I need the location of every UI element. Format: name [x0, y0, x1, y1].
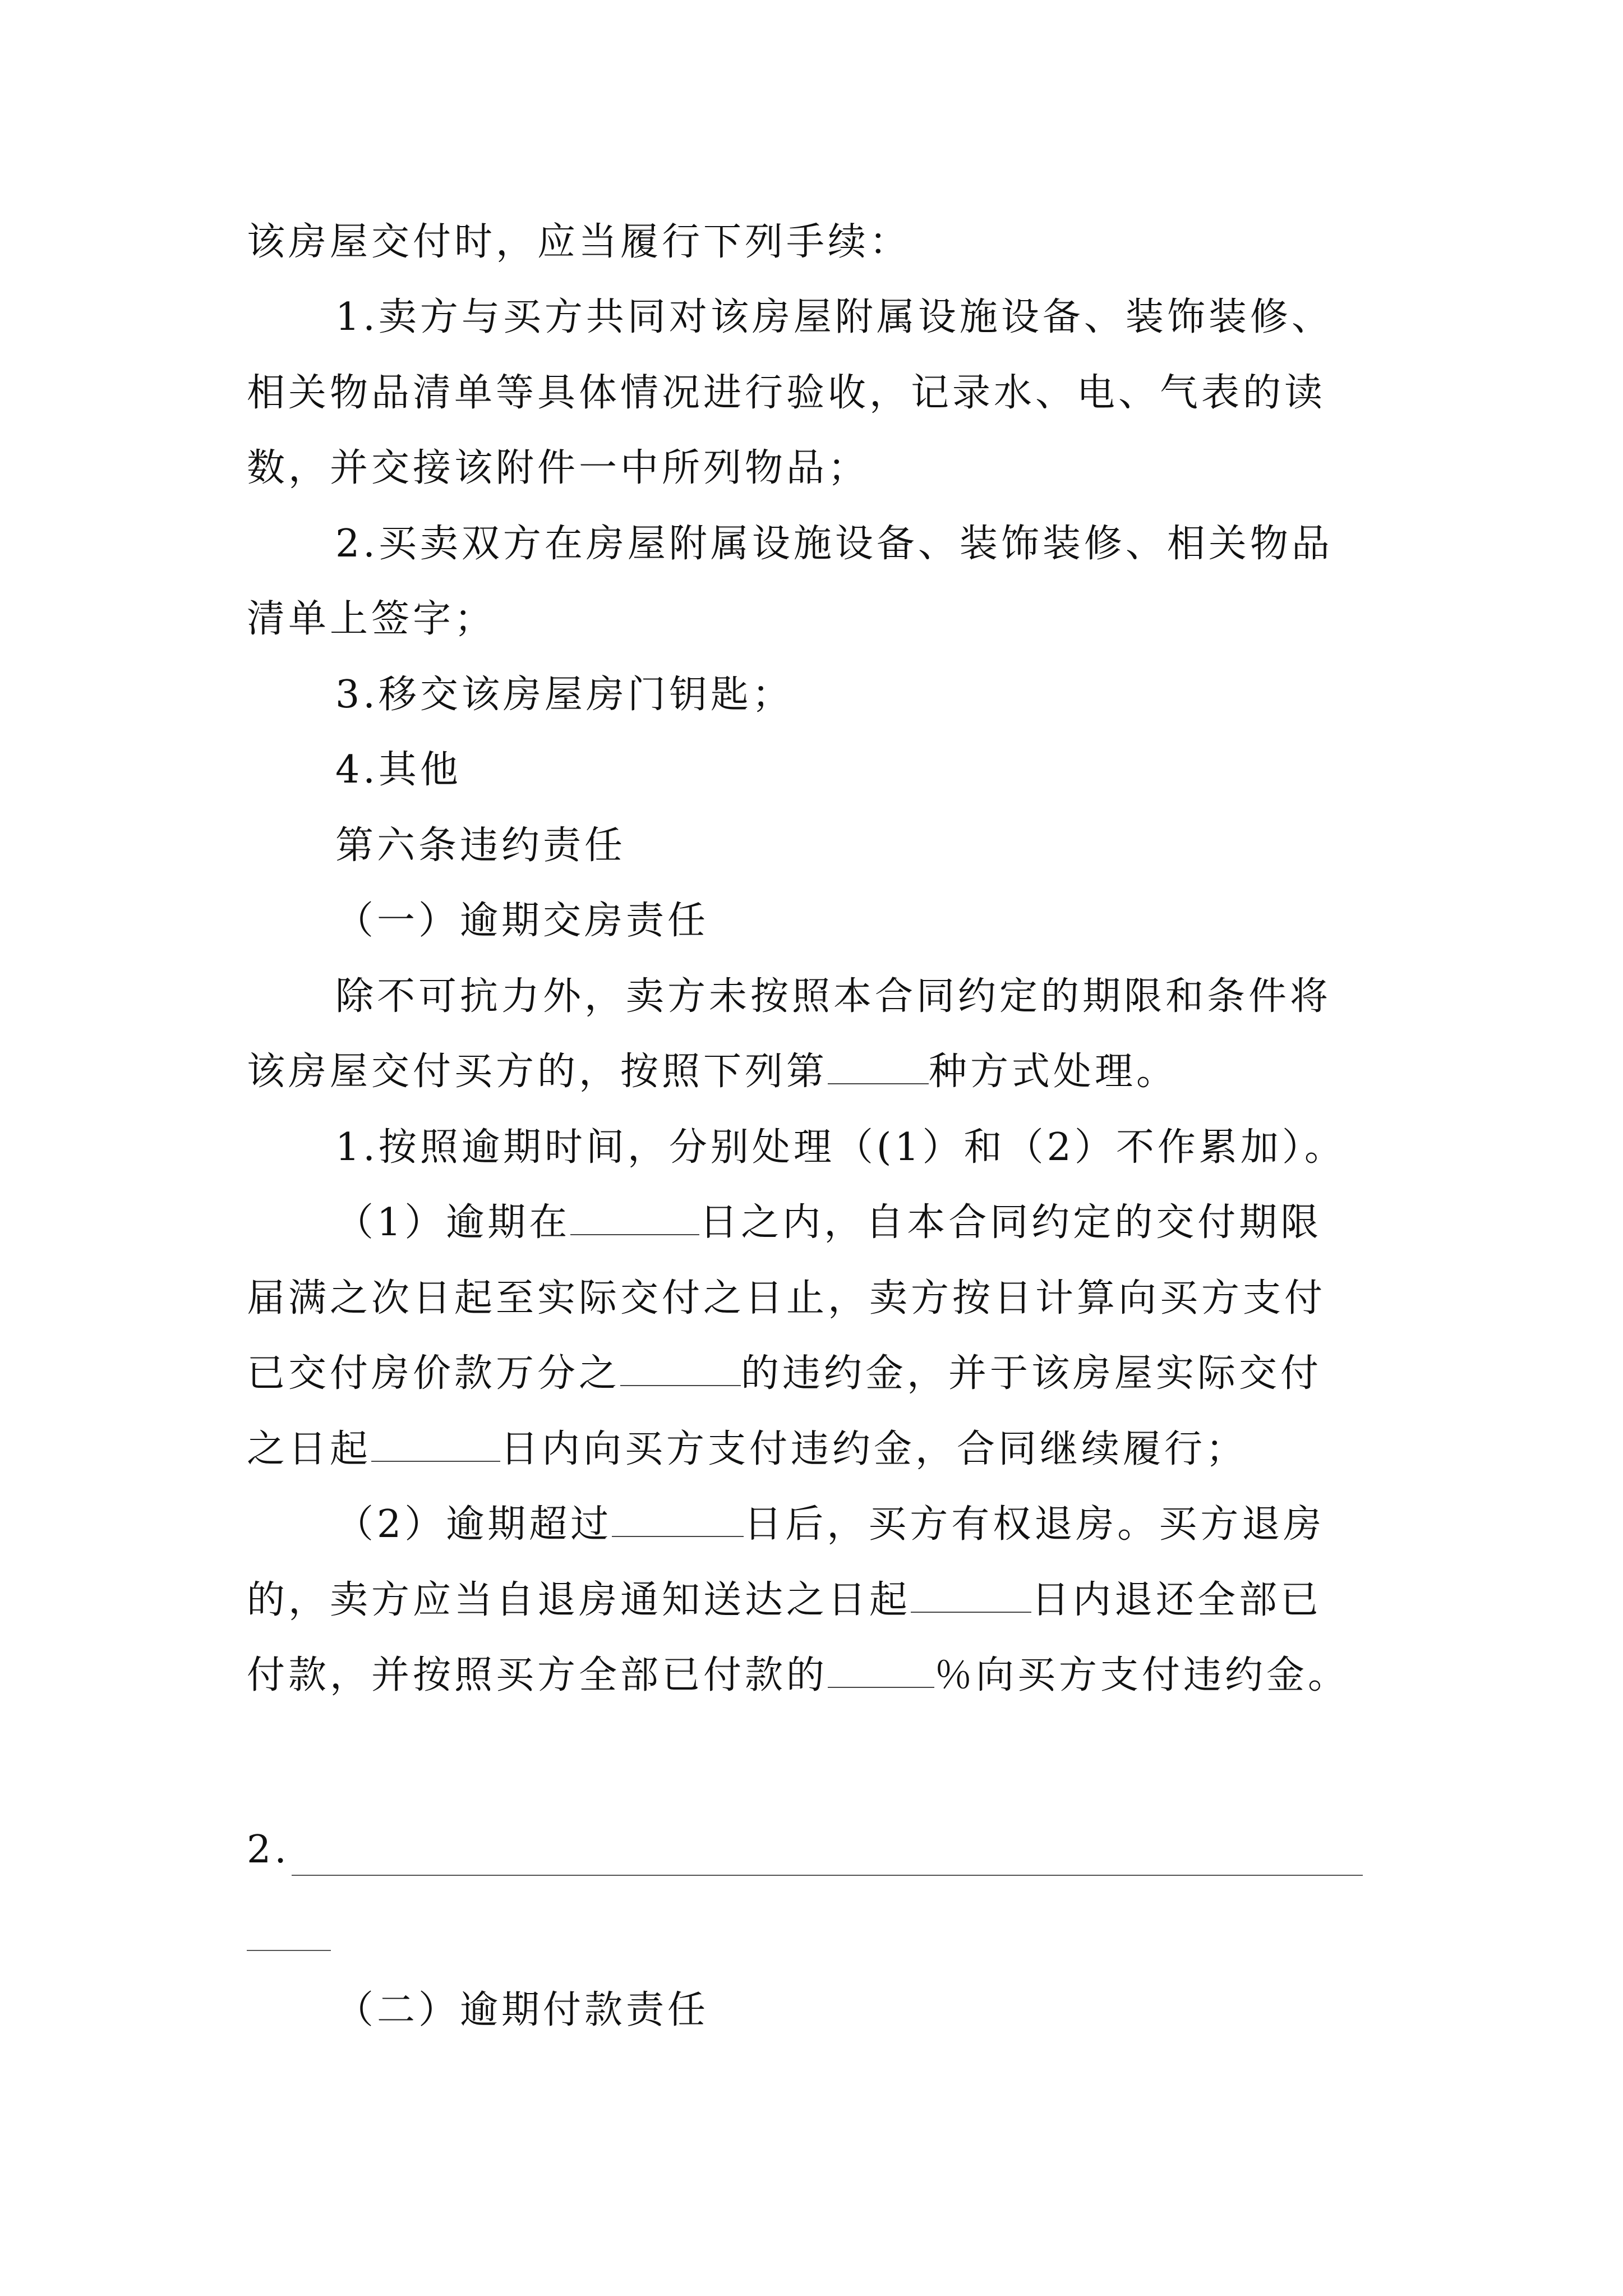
- text-line: [247, 1575, 1322, 1626]
- text-segment: 日内退还全部已: [1031, 1578, 1322, 1622]
- text-line: 相关物品清单等具体情况进行验收，记录水、电、气表的读: [247, 371, 1326, 415]
- text-line: [335, 1198, 1322, 1248]
- subsection-heading: （二）逾期付款责任: [335, 1988, 709, 2032]
- subsection-heading: （一）逾期交房责任: [335, 899, 709, 943]
- section-heading: 第六条违约责任: [335, 823, 626, 868]
- fill-line-continuation[interactable]: [247, 1950, 331, 1951]
- text-segment: 的违约金，并于该房屋实际交付: [741, 1351, 1322, 1396]
- text-line: [335, 1499, 1325, 1550]
- text-line: 该房屋交付时，应当履行下列手续：: [247, 220, 911, 264]
- text-segment: ％向买方支付违约金。: [934, 1653, 1350, 1697]
- text-segment: 的，卖方应当自退房通知送达之日起: [247, 1578, 911, 1622]
- text-segment: 日内向买方支付违约金，合同继续履行；: [500, 1427, 1248, 1471]
- text-line: 2.买卖双方在房屋附属设施设备、装饰装修、相关物品: [335, 522, 1333, 566]
- text-segment: （1）逾期在: [335, 1200, 571, 1245]
- fill-blank[interactable]: [828, 1055, 929, 1084]
- fill-line[interactable]: [292, 1875, 1363, 1876]
- text-line: 届满之次日起至实际交付之日止，卖方按日计算向买方支付: [247, 1276, 1326, 1320]
- fill-blank[interactable]: [371, 1433, 500, 1462]
- text-line: [247, 1650, 1349, 1701]
- fill-blank[interactable]: [570, 1206, 699, 1235]
- text-segment: 该房屋交付买方的，按照下列第: [247, 1050, 828, 1094]
- text-line: 2.: [247, 1828, 290, 1872]
- text-segment: 日之内，自本合同约定的交付期限: [699, 1200, 1322, 1245]
- text-line: [247, 1047, 1178, 1097]
- text-line: 除不可抗力外，卖方未按照本合同约定的期限和条件将: [335, 974, 1332, 1019]
- text-segment: 已交付房价款万分之: [247, 1351, 621, 1396]
- text-segment: （2）逾期超过: [335, 1502, 612, 1547]
- text-line: [247, 1349, 1322, 1399]
- text-line: [247, 1424, 1247, 1475]
- text-line: 1.按照逾期时间，分别处理（(1）和（2）不作累加）。: [335, 1125, 1346, 1170]
- text-segment: 付款，并按照买方全部已付款的: [247, 1653, 828, 1697]
- text-segment: 日后，买方有权退房。买方退房: [744, 1502, 1325, 1547]
- text-line: 数，并交接该附件一中所列物品；: [247, 446, 870, 490]
- fill-blank[interactable]: [612, 1508, 744, 1537]
- text-line: 4.其他: [335, 748, 462, 792]
- fill-blank[interactable]: [828, 1659, 934, 1688]
- text-line: 1.卖方与买方共同对该房屋附属设施设备、装饰装修、: [335, 295, 1333, 339]
- text-line: 3.移交该房屋房门钥匙；: [335, 673, 794, 717]
- fill-blank[interactable]: [911, 1584, 1031, 1613]
- text-line: 清单上签字；: [247, 597, 496, 641]
- text-segment: 之日起: [247, 1427, 372, 1471]
- fill-blank[interactable]: [620, 1357, 741, 1386]
- text-segment: 种方式处理。: [929, 1050, 1178, 1094]
